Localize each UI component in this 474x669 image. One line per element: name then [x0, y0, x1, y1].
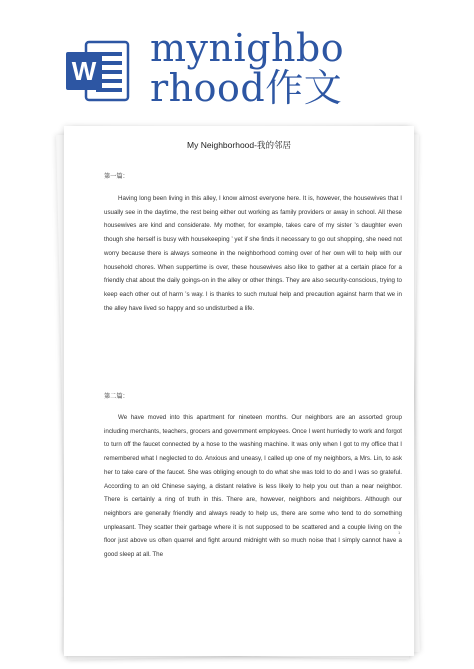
page-number: 1 [398, 530, 401, 535]
header-title-line-1: mynighbo [150, 26, 345, 70]
section-label-1: 第一篇： [104, 173, 129, 180]
header-title-line-2: rhood作文 [150, 66, 343, 110]
svg-text:W: W [71, 56, 97, 86]
section-paragraph-2: We have moved into this apartment for nineteen months. Our neighbors are an assorted group including merchants, teachers, grocers and government employees. Once I went hurriedly to work and forgot to turn off the faucet connected by a hose to the washing machine. It was only when I got to my office that I remembered what I neglected to do. Anxious and uneasy, I called up one of my neighbors, a Mrs. Lin, to ask her to take care of the faucet. She was obliging enough to do what she was told to do and I was so grateful. According to an old Chinese saying, a distant relative is less likely to help you out than a near neighbor. There is certainly a ring of truth in this. There are, however, neighbors and neighbors. Although our neighbors are generally friendly and always ready to help us, there are some who tend to do something unpleasant. They scatter their garbage where it is not supposed to be scattered and a couple living on the floor just above us often quarrel and fight around midnight with so much noise that I simply cannot have a good sleep at all. The [104, 414, 402, 559]
header-banner [0, 0, 474, 118]
document-title: My Neighborhood-我的邻居 [187, 140, 291, 150]
word-icon [64, 38, 130, 104]
section-paragraph-1: Having long been living in this alley, I know almost everyone here. It is, however, the housewives that I usually see in the daytime, the rest being either out working as family providers or away in school. All these housewives are kind and considerate. My mother, for example, takes care of my sister ’s daughter even though she herself is busy with housekeeping ’ yet if she finds it necessary to go out shopping, she need not worry because there is always someone in the neighborhood coming over of her own will to help with our household chores. When suppertime is over, these housewives also like to gather at a certain place for a friendly chat about the daily goings-on in the alley or other things. They are also security-conscious, trying to keep each other out of harm ’s way. I is thanks to such mutual help and precaution against harm that we in the alley have lived so happy and so undisturbed a life. [104, 195, 402, 312]
header-title [150, 28, 470, 108]
section-label-2: 第二篇： [104, 393, 129, 400]
document-page [64, 126, 414, 656]
